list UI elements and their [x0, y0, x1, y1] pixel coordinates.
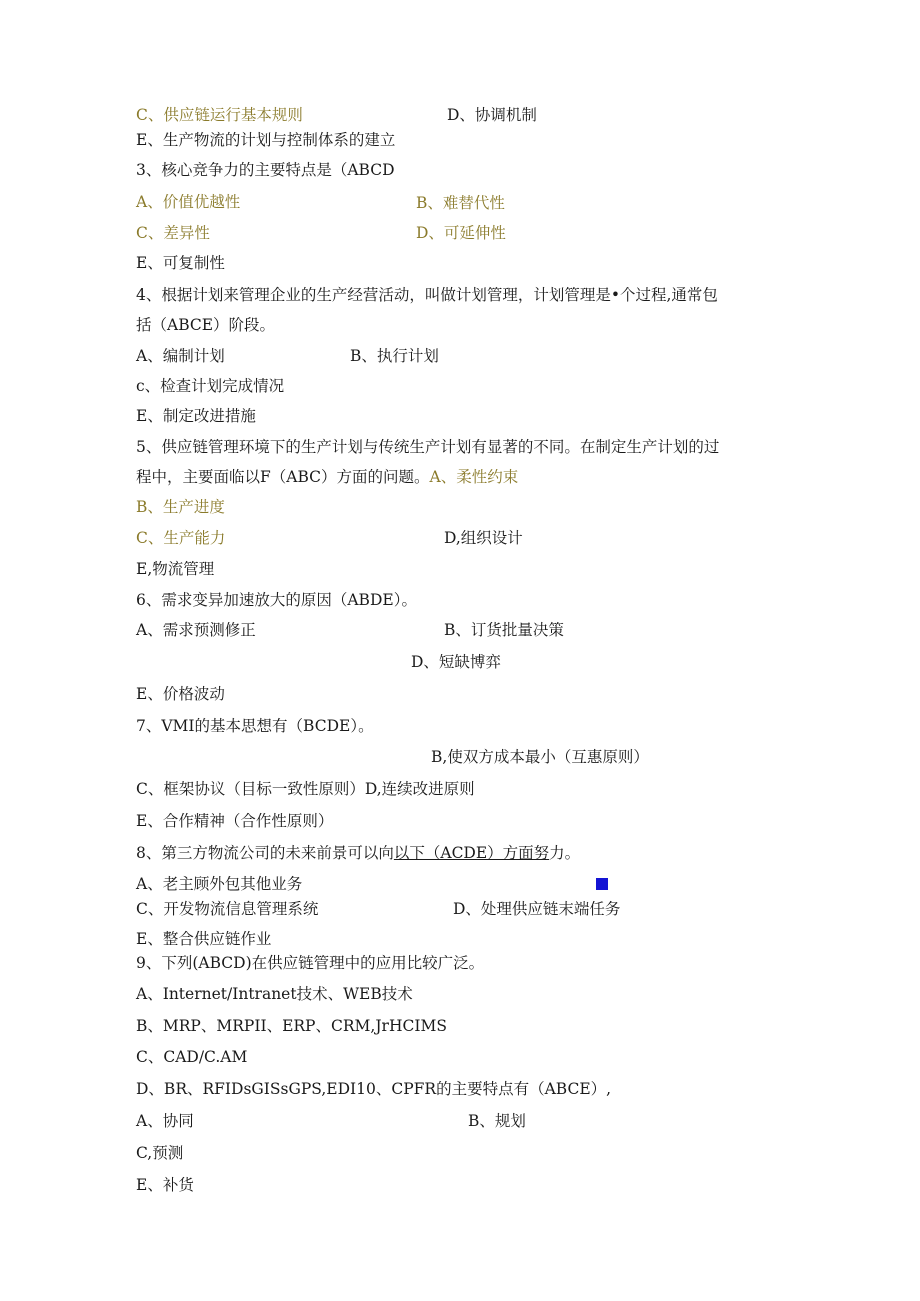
question-9: 9、下列(ABCD)在供应链管理中的应用比较广泛。: [136, 954, 485, 972]
q6-option-d: D、短缺博弈: [411, 653, 501, 671]
q6-option-e: E、价格波动: [136, 685, 225, 703]
q3-option-b: B、难替代性: [416, 194, 505, 212]
question-8-suffix: 力。: [549, 844, 581, 862]
q3-option-d: D、可延伸性: [416, 224, 506, 242]
q5-option-c: C、生产能力: [136, 529, 226, 547]
q7-option-c-d: C、框架协议（目标一致性原则）D,连续改进原则: [136, 780, 475, 798]
q4-option-e: E、制定改进措施: [136, 407, 256, 425]
q8-option-e: E、整合供应链作业: [136, 930, 272, 948]
question-7: 7、VMI的基本思想有（BCDE）。: [136, 717, 374, 735]
q3-option-a: A、价值优越性: [136, 193, 241, 211]
q5-option-a: A、柔性约束: [429, 468, 519, 486]
q6-option-b: B、订货批量决策: [444, 621, 564, 639]
option-c-supply-chain-rules: C、供应链运行基本规则: [136, 106, 303, 124]
q10-option-c: C,预测: [136, 1144, 184, 1162]
option-e-production-logistics: E、生产物流的计划与控制体系的建立: [136, 131, 396, 149]
q5-option-e: E,物流管理: [136, 560, 215, 578]
q9-option-d: D、BR、RFIDsGISsGPS,EDI10、CPFR的主要特点有（ABCE）,: [136, 1080, 612, 1098]
q10-option-b: B、规划: [468, 1112, 526, 1130]
q7-option-e: E、合作精神（合作性原则）: [136, 812, 334, 830]
question-8: [136, 843, 580, 863]
question-6: 6、需求变异加速放大的原因（ABDE）。: [136, 591, 417, 609]
q3-option-c: C、差异性: [136, 224, 210, 242]
q5-option-b: B、生产进度: [136, 498, 225, 516]
question-4-line1: 4、根据计划来管理企业的生产经营活动，叫做计划管理，计划管理是•个过程,通常包: [136, 286, 718, 304]
q4-option-a: A、编制计划: [136, 347, 225, 365]
q10-option-e: E、补货: [136, 1176, 194, 1194]
question-8-underlined: 以下（ACDE）方面努: [393, 844, 550, 862]
q8-option-d: D、处理供应链末端任务: [453, 900, 621, 918]
q4-option-b: B、执行计划: [350, 347, 439, 365]
q9-option-a: A、Internet/Intranet技术、WEB技术: [136, 985, 413, 1003]
question-8-prefix: 8、第三方物流公司的未来前景可以向: [136, 844, 394, 862]
question-5-line2-text: 程中，主要面临以F（ABC）方面的问题。: [136, 468, 430, 486]
option-d-coordination: D、协调机制: [447, 106, 537, 124]
blue-square-marker: [596, 878, 608, 890]
question-3: 3、核心竞争力的主要特点是（ABCD: [136, 161, 395, 179]
q4-option-c: c、检查计划完成情况: [136, 377, 285, 395]
question-5-line1: 5、供应链管理环境下的生产计划与传统生产计划有显著的不同。在制定生产计划的过: [136, 438, 720, 456]
q7-option-b: B,使双方成本最小（互惠原则）: [431, 748, 649, 766]
q9-option-c: C、CAD/C.AM: [136, 1048, 248, 1066]
q8-option-a: A、老主顾外包其他业务: [136, 875, 303, 893]
q6-option-a: A、需求预测修正: [136, 621, 256, 639]
q3-option-e: E、可复制性: [136, 254, 225, 272]
question-4-line2: 括（ABCE）阶段。: [136, 316, 276, 334]
q9-option-b: B、MRP、MRPII、ERP、CRM,JrHCIMS: [136, 1017, 447, 1035]
question-5-line2: [136, 467, 518, 487]
q8-option-c: C、开发物流信息管理系统: [136, 900, 319, 918]
q5-option-d: D,组织设计: [444, 529, 523, 547]
q10-option-a: A、协同: [136, 1112, 194, 1130]
